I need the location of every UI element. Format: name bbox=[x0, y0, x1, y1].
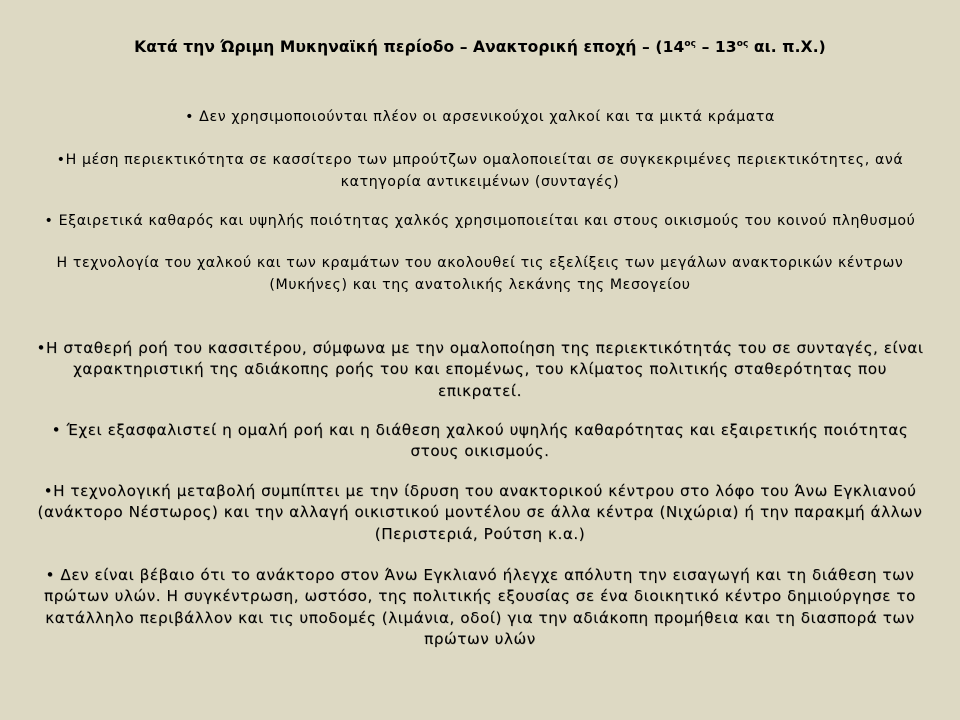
text-line: (ανάκτορο Νέστωρος) και την αλλαγή οικιστικού μοντέλου σε άλλα κέντρα (Νιχώρια) ή την παρακμή άλλων bbox=[37, 503, 923, 522]
upper-point bbox=[0, 107, 960, 129]
text-line: επικρατεί. bbox=[438, 381, 522, 400]
upper-point bbox=[0, 253, 960, 296]
title-superscript-1: ος bbox=[684, 39, 697, 49]
text-line: πρώτων υλών bbox=[424, 630, 536, 649]
upper-point bbox=[0, 211, 960, 233]
title-suffix: αι. π.Χ.) bbox=[748, 38, 826, 56]
lower-point bbox=[0, 565, 960, 651]
text-line: • Δεν χρησιμοποιούνται πλέον οι αρσενικούχοι χαλκοί και τα μικτά κράματα bbox=[185, 109, 775, 125]
text-line: •Η μέση περιεκτικότητα σε κασσίτερο των μπρούτζων ομαλοποιείται σε συγκεκριμένες περιεκτικότητες, ανά bbox=[56, 152, 904, 168]
text-line: Η τεχνολογία του χαλκού και των κραμάτων του ακολουθεί τις εξελίξεις των μεγάλων ανακτορικών κέντρων bbox=[56, 255, 904, 271]
text-line: (Μυκήνες) και της ανατολικής λεκάνης της Μεσογείου bbox=[269, 276, 691, 293]
lower-point bbox=[0, 481, 960, 545]
slide-title bbox=[0, 38, 960, 56]
text-line: • Έχει εξασφαλιστεί η ομαλή ροή και η διάθεση χαλκού υψηλής καθαρότητας και εξαιρετικής ποιότητας bbox=[51, 421, 909, 439]
lower-point bbox=[0, 420, 960, 463]
text-line: κατηγορία αντικειμένων (συνταγές) bbox=[340, 173, 620, 190]
text-line: χαρακτηριστική της αδιάκοπης ροής του και επομένως, του κλίματος πολιτικής σταθερότητας που bbox=[73, 360, 887, 379]
lower-point bbox=[0, 338, 960, 402]
text-line: • Δεν είναι βέβαιο ότι το ανάκτορο στον Άνω Εγκλιανό ήλεγχε απόλυτη την εισαγωγή και τη διάθεση των bbox=[45, 566, 915, 584]
title-superscript-2: ος bbox=[736, 39, 749, 49]
text-line: • Εξαιρετικά καθαρός και υψηλής ποιότητας χαλκός χρησιμοποιείται και στους οικισμούς του κοινού πληθυσμού bbox=[44, 213, 916, 229]
title-prefix: Κατά την Ώριμη Μυκηναϊκή περίοδο – Ανακτορική εποχή – (14 bbox=[134, 38, 685, 56]
upper-point bbox=[0, 150, 960, 193]
text-line: •Η σταθερή ροή του κασσιτέρου, σύμφωνα με την ομαλοποίηση της περιεκτικότητάς του σε συνταγές, είναι bbox=[36, 339, 924, 357]
text-line: (Περιστεριά, Ρούτση κ.α.) bbox=[374, 524, 586, 543]
title-middle: – 13 bbox=[696, 38, 737, 56]
text-line: •Η τεχνολογική μεταβολή συμπίπτει με την ίδρυση του ανακτορικού κέντρου στο λόφο του Άνω Εγκλιανού bbox=[43, 482, 917, 500]
text-line: κατάλληλο περιβάλλον και τις υποδομές (λιμάνια, οδοί) για την αδιάκοπη προμήθεια και τη διασπορά των bbox=[45, 608, 915, 627]
text-line: πρώτων υλών. Η συγκέντρωση, ωστόσο, της πολιτικής εξουσίας σε ένα διοικητικό κέντρο δημιούργησε το bbox=[44, 587, 916, 606]
text-line: στους οικισμούς. bbox=[410, 442, 550, 461]
